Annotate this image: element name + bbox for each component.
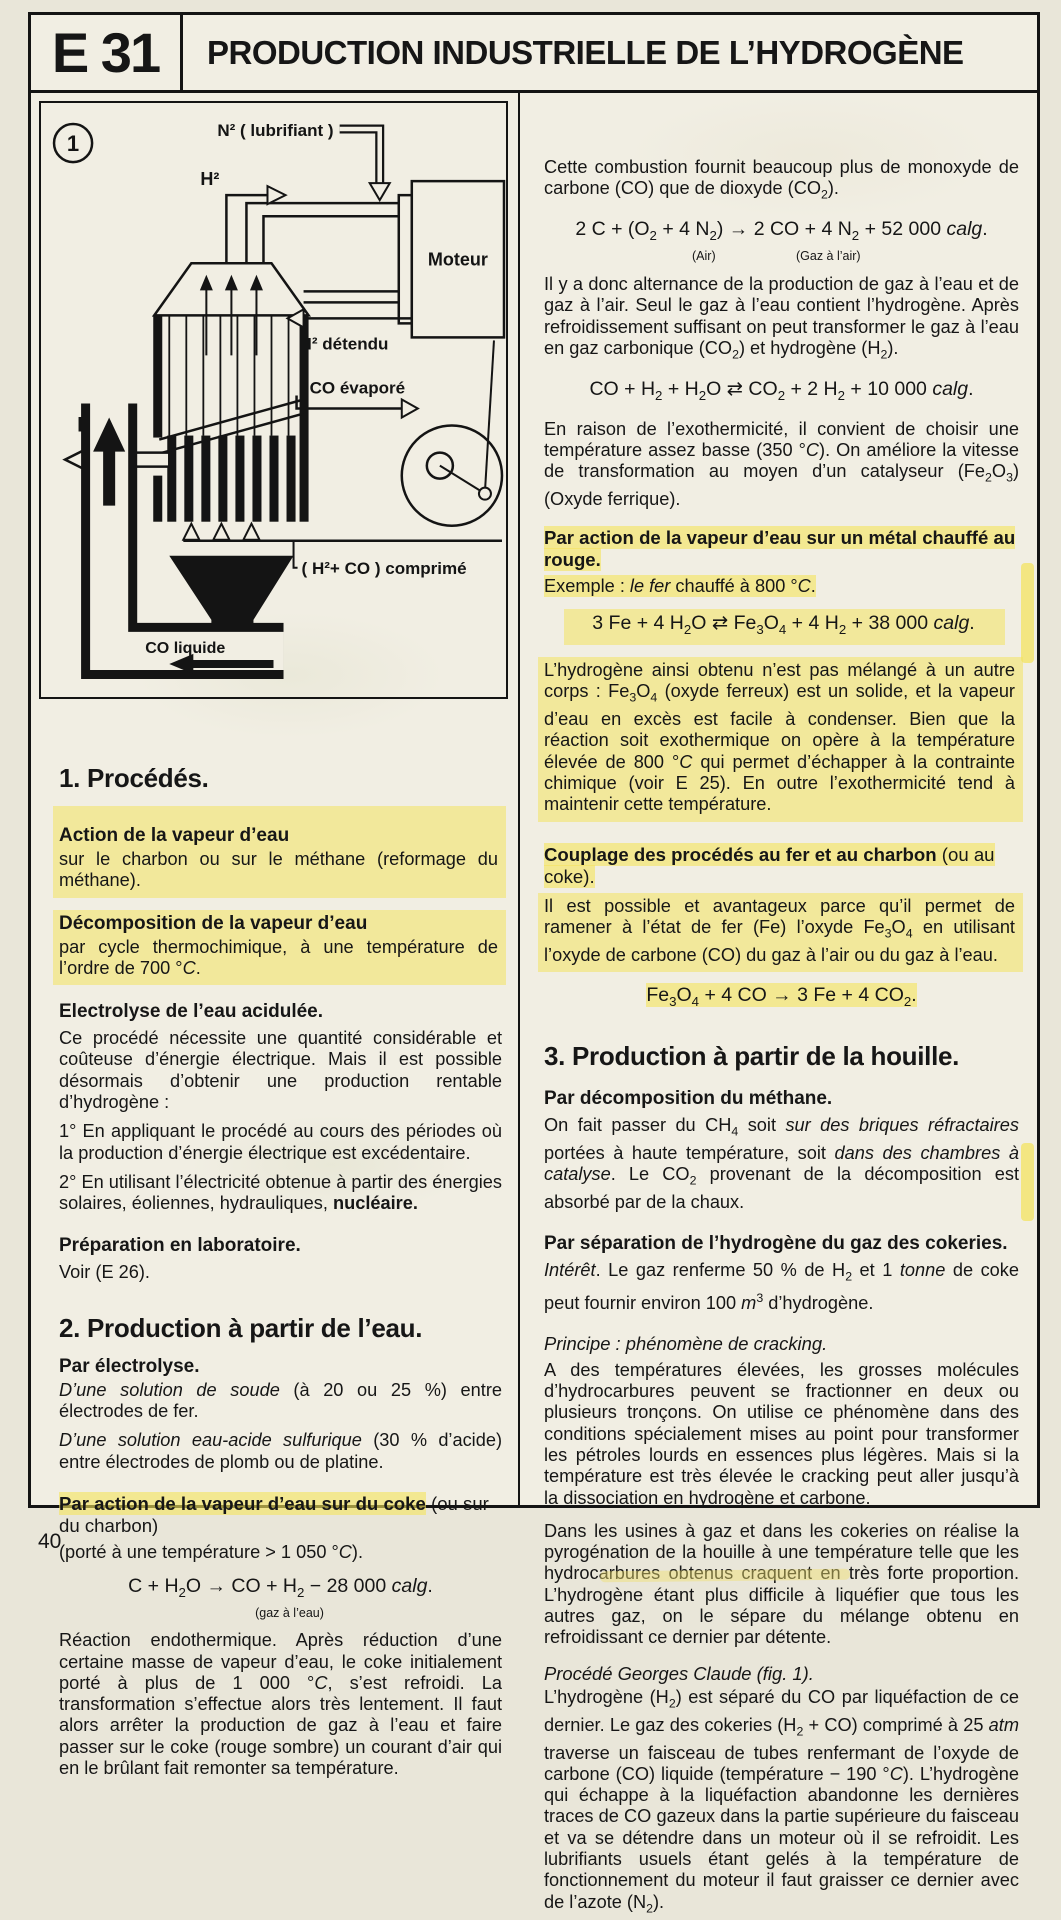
subheading-vapeur-metal: Par action de la vapeur d’eau sur un métal chauffé au rouge. [544, 526, 1016, 570]
subheading-preparation: Préparation en laboratoire. [59, 1234, 301, 1256]
label-co-evapore: CO évaporé [309, 378, 406, 398]
paragraph: A des températures élevées, les grosses molécules d’hydrocarbures peuvent se fractionner en deux ou plusieurs tronçons. On utilise ce phénomène dans des conditions spécialement mises au point pour transformer les pétroles lourds en essences plus légères. Mais si la température est très élevée le cracking peut aller jusqu’à la dissociation en hydrogène et carbone. [544, 1359, 1019, 1508]
paragraph: Voir (E 26). [59, 1261, 150, 1282]
subheading-couplage: Couplage des procédés au fer et au charbon (ou au coke). [544, 843, 995, 887]
equation-label: (Air) [692, 249, 716, 264]
paragraph-highlighted [538, 657, 1023, 822]
subheading-vapeur-coke: Par action de la vapeur d’eau sur du coke (ou sur du charbon) [59, 1493, 489, 1537]
flywheel [402, 340, 502, 525]
equation-fer-vapeur: 3 Fe + 4 $H_2O$ ⇄ $Fe_3O_4 + 4$ $H_2 + 38$ 000 calg. [564, 609, 1005, 645]
figure-number: 1 [66, 131, 80, 157]
motor-coupling [399, 195, 412, 323]
comprime-bracket [294, 541, 298, 568]
subheading-electrolyse: Electrolyse de l’eau acidulée. [59, 1001, 324, 1023]
equation-annotations [544, 249, 1019, 264]
paragraph-highlighted [538, 893, 1023, 973]
left-column-text [31, 699, 518, 1779]
equation-reduction: $Fe_3O_4 + 4$ CO → 3 Fe + 4 $CO_2$. [646, 984, 917, 1009]
paragraph: Ce procédé nécessite une quantité considérable et coûteuse d’énergie électrique. Mais il est possible désormais d’obtenir une production rentable d’hydrogène : [59, 1028, 502, 1113]
label-moteur: Moteur [427, 249, 488, 270]
section-1-heading: 1. Procédés. [59, 763, 209, 793]
subheading-procede-claude: Procédé Georges Claude (fig. 1). [544, 1662, 814, 1684]
subheading-electrolyse2: Par électrolyse. [59, 1355, 200, 1377]
paragraph: L’hydrogène ainsi obtenu n’est pas mélangé à un autre corps : $Fe_3O_4$ (oxyde ferreux) est un solide, et la vapeur d’eau en excès est facile à condenser. Bien que la réaction soit exothermique on opère à la température élevée de 800 °C qui permet d’échapper à la contrainte chimique (voir E 25). En outre l’exothermicité tend à maintenir cette température. [544, 659, 1015, 815]
paragraph: En raison de l’exothermicité, il convient de choisir une température assez basse (350 °C). On améliore la vitesse de transformation au moyen d’un catalyseur $(Fe_2O_3)$ (Oxyde ferrique). [544, 418, 1019, 510]
label-n2-lubrifiant: N² ( lubrifiant ) [217, 121, 334, 141]
paragraph: Dans les usines à gaz et dans les cokeries on réalise la pyrogénation de la houille à une température telle que les hydrocarbures obtenus craquent en très forte proportion. L’hydrogène étant plus difficile à liquéfier que tous les autres gaz, on le sépare du mélange obtenu en refroidissant ce dernier par détente. [544, 1520, 1019, 1648]
paragraph: sur le charbon ou sur le méthane (reformage du méthane). [59, 849, 498, 891]
paragraph: par cycle thermochimique, à une température de l’ordre de 700 °C. [59, 936, 498, 978]
arrow-right-icon [267, 186, 285, 204]
paragraph: Il est possible et avantageux parce qu’il permet de ramener à l’état de fer (Fe) l’oxyde $Fe_3O_4$ en utilisant l’oxyde de carbone (CO) du gaz à l’air ou du gaz à l’eau. [544, 895, 1015, 965]
page-header [31, 15, 1037, 93]
equation-gaz-eau: $C + H_2O$ → CO + $H_2 - 28$ 000 calg. [128, 1575, 433, 1601]
paragraph: D’une solution de soude (à 20 ou 25 %) entre électrodes de fer. [59, 1379, 502, 1422]
right-column [520, 93, 1037, 1916]
paragraph: L’hydrogène $(H_2)$ est séparé du CO par liquéfaction de ce dernier. Le gaz des cokeries $(H_2 + CO)$ comprimé à 25 atm traverse un faisceau de tubes renfermant de l’oxyde de carbone (CO) liquide (température − 190 °C). L’hydrogène qui échappe à la liquéfaction abandonne les dernières traces de CO gazeux dans la partie supérieure du faisceau et va se détendre dans un moteur où il se refroidit. Les lubrifiants usuels étant gelés à la température de fonctionnement du moteur il faut graisser ce dernier avec de l’azote $(N_2)$. [544, 1686, 1019, 1916]
equation-label: (gaz à l’eau) [255, 1606, 324, 1621]
label-co-liquide: CO liquide [145, 638, 226, 657]
paragraph: Exemple : le fer chauffé à 800 °C. [544, 575, 816, 596]
highlighter-margin-mark [1021, 1143, 1034, 1221]
subheading: Décomposition de la vapeur d’eau [59, 912, 368, 934]
arrow-down-icon [370, 183, 390, 200]
section-3-heading: 3. Production à partir de la houille. [544, 1041, 960, 1071]
arrow-right-icon [402, 399, 418, 417]
procede-decomposition [53, 910, 506, 986]
equation-label: (Gaz à l’air) [796, 249, 861, 264]
list-item: 2° En utilisant l’électricité obtenue à partir des énergies solaires, éoliennes, hydrauliques, nucléaire. [59, 1171, 503, 1214]
subheading-separation: Par séparation de l’hydrogène du gaz des cokeries. [544, 1233, 1008, 1255]
n2-pipe-inner [340, 129, 380, 183]
paragraph: (porté à une température > 1 050 °C). [59, 1542, 364, 1563]
equation-gaz-air: 2 $C + (O_2 + 4$ $N_2) \to 2$ CO + 4 $N_2 + 52$ 000 calg. [575, 218, 988, 244]
label-h2-left: H² [77, 413, 100, 437]
label-h2-detendu: H² détendu [299, 334, 389, 354]
paragraph: Il y a donc alternance de la production de gaz à l’eau et de gaz à l’air. Seul le gaz à l’eau contient l’hydrogène. Après refroidissement suffisant on peut transformer le gaz à l’eau en gaz carbonique $(CO_2)$ et hydrogène $(H_2)$. [544, 274, 1019, 362]
hydrogen-plant-schematic [41, 103, 506, 697]
comprime-arrows [183, 524, 259, 540]
section-2-heading: 2. Production à partir de l’eau. [59, 1312, 423, 1343]
paragraph: D’une solution eau-acide sulfurique (30 % d’acide) entre électrodes de plomb ou de platine. [59, 1430, 503, 1472]
n2-pipe [340, 129, 380, 183]
procede-vapeur-eau [53, 806, 506, 898]
subheading-principe: Principe : phénomène de cracking. [544, 1332, 828, 1354]
arrow-left-icon [288, 309, 304, 327]
pipe [246, 203, 411, 263]
figure-panel [39, 101, 508, 699]
paragraph: Réaction endothermique. Après réduction d’une certaine masse de vapeur d’eau, le coke initialement porté à plus de 1 000 °C, s’est refroidi. La transformation s’effectue alors très lentement. Il faut alors arrêter la production de gaz à l’eau et faire passer sur le coke (rouge sombre) un courant d’air qui en le brûlant fait remonter sa température. [59, 1630, 503, 1779]
pipe [263, 216, 411, 263]
paragraph: Intérêt. Le gaz renferme 50 % de $H_2$ et 1 tonne de coke peut fournir environ 100 $m^3$ d’hydrogène. [544, 1260, 1019, 1314]
subheading-methane: Par décomposition du méthane. [544, 1088, 833, 1109]
page-number: 40 [38, 1530, 62, 1553]
list-item: 1° En appliquant le procédé au cours des périodes où la production d’énergie électrique est excédentaire. [59, 1121, 502, 1163]
paragraph: Cette combustion fournit beaucoup plus de monoxyde de carbone (CO) que de dioxyde $(CO_2)$. [544, 157, 1019, 202]
paragraph: On fait passer du $CH_4$ soit sur des briques réfractaires portées à haute température, soit dans des chambres à catalyse. Le $CO_2$ provenant de la décomposition est absorbé par de la chaux. [544, 1115, 1019, 1213]
label-h2-out: H² [200, 169, 220, 190]
page-title: PRODUCTION INDUSTRIELLE DE L’HYDROGÈNE [207, 33, 964, 71]
unit-code: E 31 [31, 15, 183, 90]
label-h2-co-comprime: ( H²+ CO ) comprimé [301, 558, 467, 578]
subheading: Action de la vapeur d’eau [59, 825, 290, 846]
highlighter-margin-mark [1021, 563, 1034, 663]
equation-conversion: CO + $H_2 + H_2O$ ⇄ $CO_2 + 2$ $H_2 + 10$ 000 calg. [589, 377, 974, 403]
